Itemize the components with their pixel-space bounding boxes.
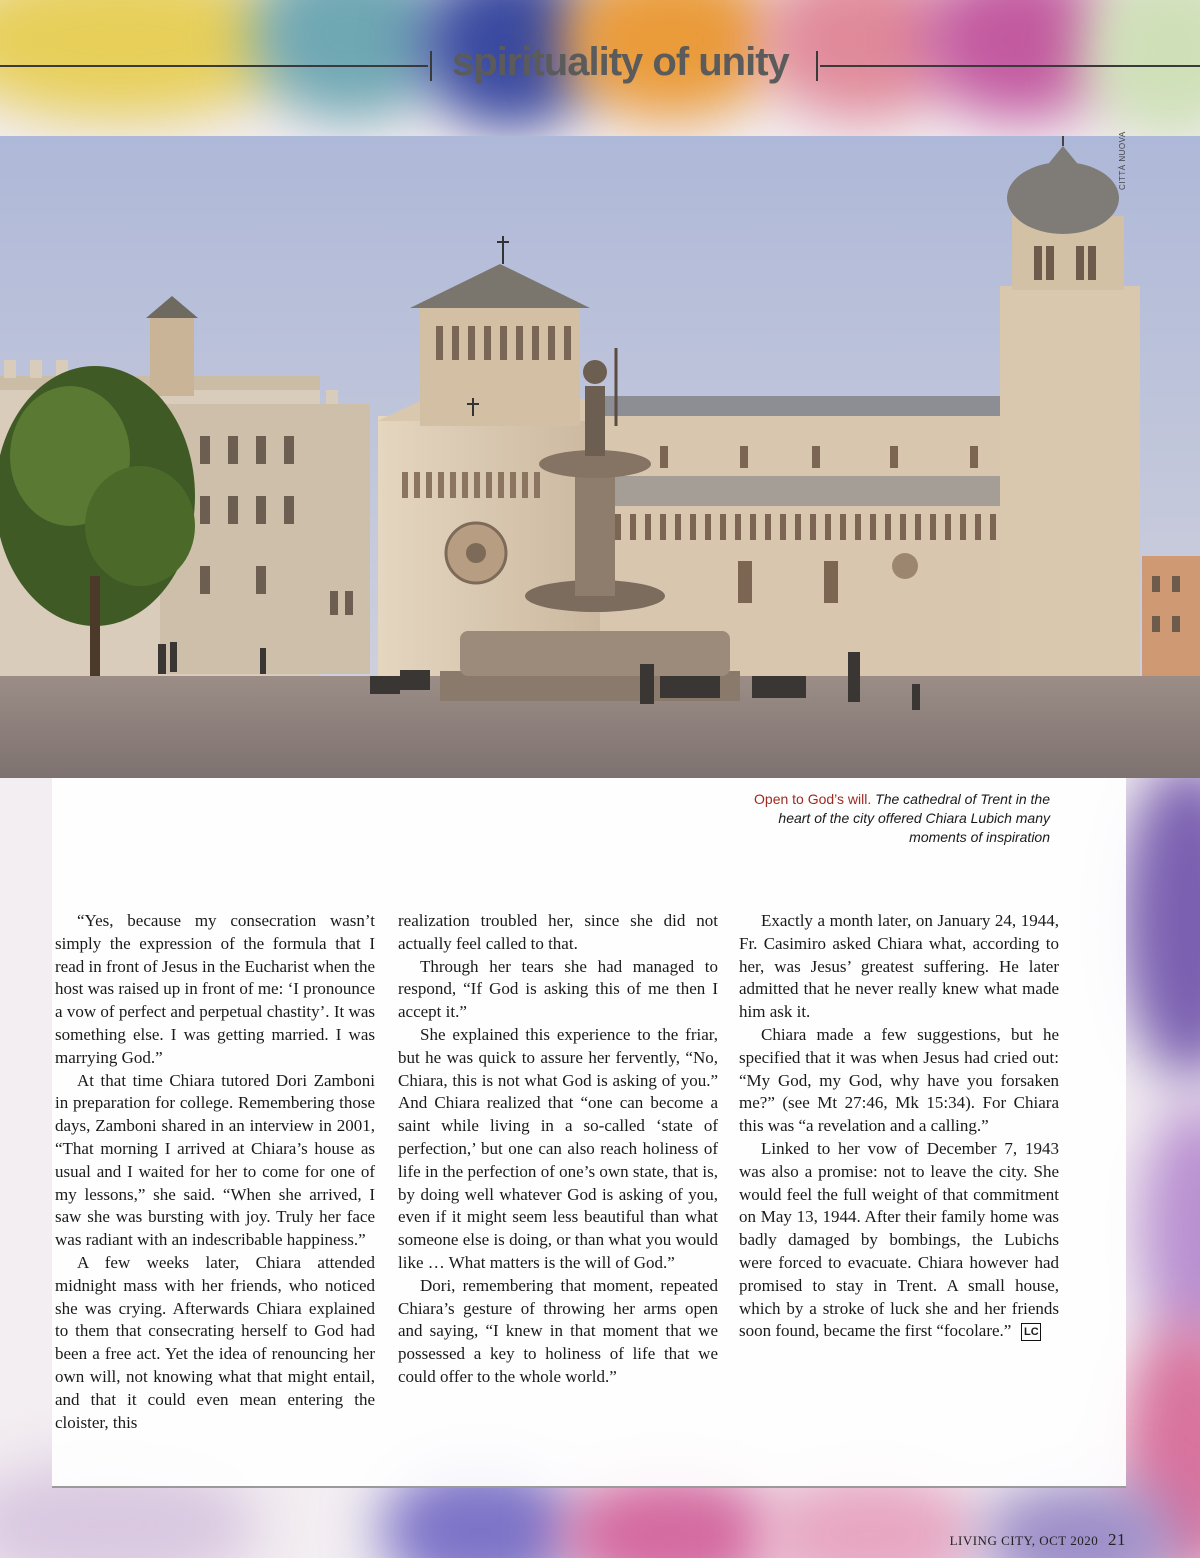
- paragraph: Dori, remembering that moment, repeated Chiara’s gesture of throwing her arms open and saying, “I knew in that moment that we possessed a key to holiness of life that we could offer to the whole world.”: [398, 1275, 718, 1386]
- photo-credit: CITTÀ NUOVA: [1118, 131, 1127, 190]
- header-rule-left: [0, 65, 428, 67]
- article-column-1: [55, 910, 375, 1434]
- article-column-2: [398, 910, 718, 1389]
- page-footer: [950, 1530, 1126, 1550]
- cathedral-photo: [0, 136, 1200, 778]
- paragraph: Exactly a month later, on January 24, 1944, Fr. Casimiro asked Chiara what, according to her, was Jesus’ greatest suffering. He later admitted that he never really knew what made him ask it.: [739, 911, 1059, 1022]
- paragraph: “Yes, because my consecration wasn’t simply the expression of the formula that I read in front of Jesus in the Eucharist when the host was raised up in front of me: ‘I pronounce a vow of perfect and perpetual chastity’. It was something else. I was getting married. I was marrying God.”: [55, 911, 375, 1067]
- paragraph: [739, 1138, 1059, 1343]
- photo-caption: [720, 790, 1050, 847]
- header-rule-right: [820, 65, 1200, 67]
- section-header: [0, 34, 1200, 94]
- paragraph: Chiara made a few suggestions, but he specified that it was when Jesus had cried out: “My God, my God, why have you forsaken me?” (see Mt 27:46, Mk 15:34). For Chiara this was “a revelation and a calling.”: [739, 1024, 1059, 1136]
- caption-text: The cathedral of Trent in the heart of the city offered Chiara Lubich many moments of inspiration: [778, 791, 1050, 845]
- caption-lead: Open to God’s will.: [754, 791, 872, 807]
- article-column-3: [739, 910, 1059, 1343]
- section-title: spirituality of unity: [452, 40, 789, 84]
- paragraph-text: Linked to her vow of December 7, 1943 was also a promise: not to leave the city. She would feel the full weight of that commitment on May 13, 1944. After their family home was badly damaged by bombings, the Lubichs were forced to evacuate. Chiara however had promised to stay in Trent. A small house, which by a stroke of luck she and her friends soon found, became the first “focolare.”: [739, 1138, 1059, 1341]
- header-tick-right: [816, 51, 818, 81]
- paragraph: She explained this experience to the friar, but he was quick to assure her fervently, “No, Chiara, this is not what God is asking of you.” And Chiara realized that “one can become a saint while living in a so-called ‘state of perfection,’ but one can also reach holiness of life in the perfection of one’s own state, that is, by doing well whatever God is asking of you, even if it might seem less beautiful than what someone else is doing, or than what you would like … What matters is the will of God.”: [398, 1024, 718, 1272]
- paragraph: realization troubled her, since she did not actually feel called to that.: [398, 911, 718, 953]
- page-number: 21: [1108, 1530, 1126, 1549]
- paragraph: Through her tears she had managed to respond, “If God is asking this of me then I accept it.”: [398, 956, 718, 1022]
- paragraph: At that time Chiara tutored Dori Zamboni in preparation for college. Remembering those days, Zamboni shared in an interview in 2001, “That morning I arrived at Chiara’s house as usual and I waited for her to come for one of my lessons,” she said. “When she arrived, I saw she was bursting with joy. Truly her face was radiant with an indescribable happiness.”: [55, 1070, 375, 1250]
- issue-date: OCT 2020: [1039, 1533, 1099, 1548]
- header-tick-left: [430, 51, 432, 81]
- paragraph: A few weeks later, Chiara attended midnight mass with her friends, who noticed she was crying. Afterwards Chiara explained to them that consecrating herself to God had been a free act. Yet the idea of renouncing her own will, not knowing what that might entail, and that it could even mean entering the cloister, this: [55, 1252, 375, 1432]
- lc-end-mark-icon: LC: [1021, 1323, 1041, 1341]
- publication-name: LIVING CITY,: [949, 1533, 1036, 1548]
